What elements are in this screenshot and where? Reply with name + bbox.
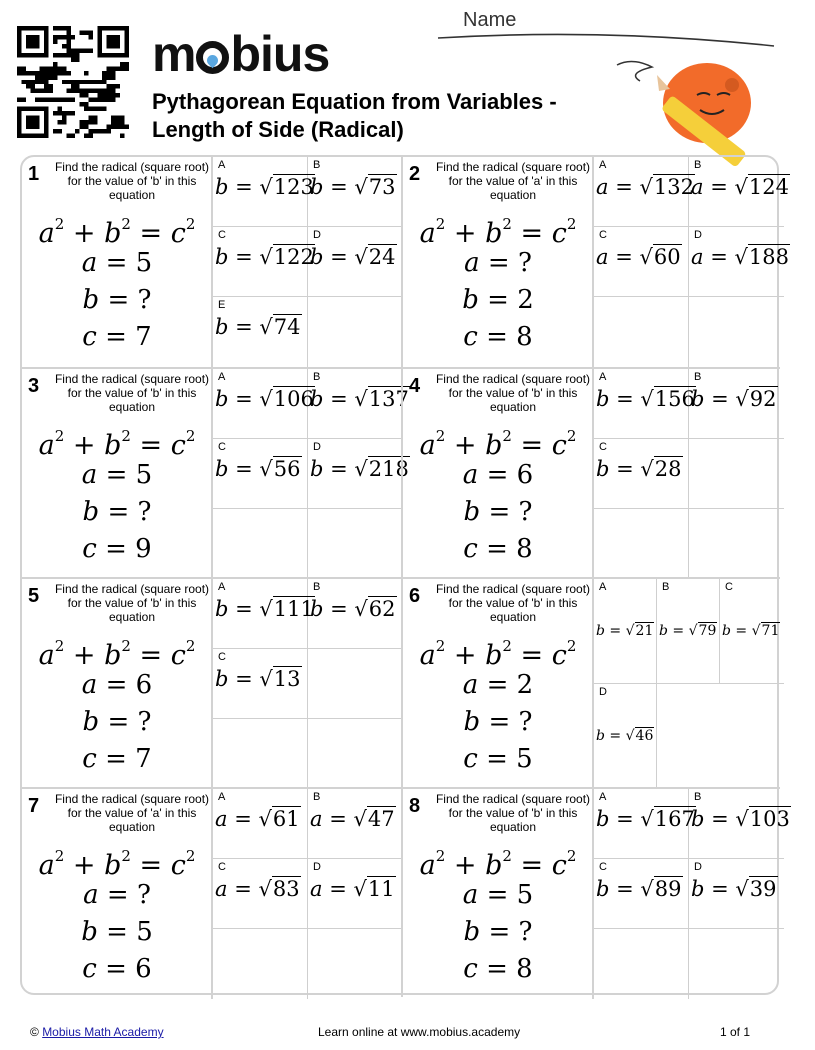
name-label: Name	[463, 9, 517, 31]
value-c-number: 7	[135, 322, 152, 352]
problem-2	[401, 157, 789, 367]
answer-option-c[interactable]	[213, 859, 308, 929]
option-letter: B	[694, 159, 702, 171]
option-variable: b	[310, 245, 324, 269]
option-letter: A	[218, 791, 226, 803]
answer-option-c[interactable]	[213, 649, 308, 719]
square-root-icon: √74	[259, 315, 301, 339]
worksheet-title	[152, 88, 557, 144]
answer-choices	[592, 579, 782, 789]
value-b: b = ?	[463, 707, 533, 737]
answer-choices	[592, 369, 782, 579]
value-b-number: ?	[137, 497, 152, 527]
square-root-icon: √92	[735, 387, 777, 411]
answer-option-c[interactable]	[213, 227, 314, 297]
answer-option-d[interactable]	[594, 684, 657, 789]
radicand: 122	[273, 245, 314, 269]
option-letter: C	[218, 861, 226, 873]
option-radical: a = √47	[310, 807, 395, 831]
worksheet-grid	[20, 155, 790, 995]
option-radical: b = √79	[659, 617, 717, 645]
option-radical: b = √106	[215, 387, 314, 411]
value-b: b = ?	[82, 285, 152, 315]
square-root-icon: √188	[734, 245, 789, 269]
mascot-pencil-icon	[612, 55, 762, 155]
answer-choices	[592, 789, 790, 999]
option-variable: a	[310, 877, 323, 901]
square-root-icon: √156	[640, 387, 695, 411]
radicand: 61	[272, 807, 300, 831]
option-variable: a	[215, 807, 228, 831]
value-c: c = 8	[463, 322, 533, 352]
problem-number: 5	[28, 585, 40, 607]
value-a-number: 2	[516, 670, 534, 700]
value-b: b = ?	[82, 707, 152, 737]
option-letter: C	[218, 441, 226, 453]
option-variable: b	[691, 877, 705, 901]
option-radical: b = √137	[310, 387, 409, 411]
value-a-number: ?	[517, 248, 532, 278]
name-writing-line[interactable]	[436, 28, 776, 58]
square-root-icon: √21	[625, 623, 654, 639]
problem-number: 8	[409, 795, 421, 817]
radicand: 60	[653, 245, 681, 269]
option-letter: D	[694, 229, 702, 241]
answer-option-d[interactable]	[689, 227, 789, 297]
pythagorean-equation: $a^2 + b^2 = c^2$	[38, 427, 196, 461]
option-variable: b	[596, 387, 610, 411]
radicand: 124	[748, 175, 789, 199]
option-radical: b = √28	[596, 457, 682, 481]
square-root-icon: √89	[640, 877, 682, 901]
problem-instruction: Find the radical (square root) for the value of 'b' in this equation	[435, 792, 591, 834]
title-line-1: Pythagorean Equation from Variables -	[152, 89, 557, 114]
option-letter: D	[313, 229, 321, 241]
pythagorean-equation: $a^2 + b^2 = c^2$	[419, 215, 577, 249]
option-radical: b = √21	[596, 617, 654, 645]
value-a: a = 5	[81, 248, 153, 278]
option-radical: a = √61	[215, 807, 300, 831]
value-c: c = 7	[82, 322, 152, 352]
option-letter: B	[694, 371, 702, 383]
radicand: 73	[368, 175, 396, 199]
radicand: 74	[273, 315, 301, 339]
option-radical: b = √156	[596, 387, 695, 411]
option-radical: a = √60	[596, 245, 681, 269]
answer-option-b[interactable]	[689, 157, 789, 227]
radicand: 106	[273, 387, 314, 411]
option-variable: a	[596, 175, 609, 199]
square-root-icon: √106	[259, 387, 314, 411]
option-letter: A	[218, 371, 226, 383]
value-a: a = 5	[462, 880, 534, 910]
option-variable: a	[691, 245, 704, 269]
option-letter: C	[599, 441, 607, 453]
answer-option-c[interactable]	[594, 439, 689, 509]
radicand: 167	[654, 807, 695, 831]
option-radical: b = √103	[691, 807, 790, 831]
value-b-number: ?	[518, 707, 533, 737]
problem-3	[22, 367, 409, 577]
answer-option-d[interactable]	[308, 859, 403, 929]
option-variable: b	[596, 728, 605, 744]
copyright-symbol: ©	[30, 1025, 39, 1039]
option-letter: B	[694, 791, 702, 803]
square-root-icon: √71	[751, 623, 780, 639]
option-letter: C	[599, 229, 607, 241]
answer-option-b[interactable]	[308, 789, 403, 859]
problem-5	[22, 577, 401, 787]
mobius-academy-link[interactable]: Mobius Math Academy	[42, 1025, 164, 1039]
problem-number: 4	[409, 375, 421, 397]
value-a: a = 6	[81, 670, 153, 700]
option-radical: b = √62	[310, 597, 396, 621]
pythagorean-equation: $a^2 + b^2 = c^2$	[38, 215, 196, 249]
option-radical: b = √74	[215, 315, 301, 339]
radicand: 103	[749, 807, 790, 831]
value-b: b = 2	[462, 285, 534, 315]
radicand: 79	[698, 623, 717, 639]
option-radical: b = √167	[596, 807, 695, 831]
square-root-icon: √62	[354, 597, 396, 621]
value-a: a = ?	[464, 248, 532, 278]
option-letter: B	[313, 791, 321, 803]
answer-option-a[interactable]	[213, 369, 314, 439]
option-letter: E	[218, 299, 226, 311]
problem-6	[401, 577, 780, 787]
square-root-icon: √60	[639, 245, 681, 269]
problem-7	[22, 787, 401, 997]
option-letter: A	[599, 581, 607, 593]
value-c-number: 7	[135, 744, 152, 774]
problem-instruction: Find the radical (square root) for the value of 'b' in this equation	[435, 372, 591, 414]
value-a: a = 2	[462, 670, 534, 700]
option-variable: a	[215, 877, 228, 901]
option-letter: D	[313, 441, 321, 453]
option-variable: b	[215, 667, 229, 691]
option-radical: b = √73	[310, 175, 396, 199]
radicand: 156	[654, 387, 695, 411]
answer-option-a[interactable]	[213, 579, 314, 649]
answer-option-e[interactable]	[213, 297, 308, 367]
option-radical: a = √83	[215, 877, 300, 901]
value-c: c = 8	[463, 954, 533, 984]
footer-learn-online: Learn online at www.mobius.academy	[318, 1025, 521, 1039]
value-c: c = 8	[463, 534, 533, 564]
answer-option-d[interactable]	[308, 227, 403, 297]
problem-number: 1	[28, 163, 40, 185]
value-b: b = ?	[463, 917, 533, 947]
square-root-icon: √24	[354, 245, 396, 269]
answer-option-c[interactable]	[213, 439, 308, 509]
value-c-number: 5	[516, 744, 533, 774]
value-c: c = 5	[463, 744, 533, 774]
option-variable: b	[215, 245, 229, 269]
option-radical: a = √132	[596, 175, 694, 199]
value-c: c = 9	[82, 534, 152, 564]
value-c-number: 9	[135, 534, 152, 564]
value-a-number: 6	[516, 460, 534, 490]
value-a: a = 5	[81, 460, 153, 490]
footer-copyright	[30, 1025, 164, 1039]
option-letter: D	[694, 861, 702, 873]
answer-option-a[interactable]	[594, 789, 695, 859]
option-variable: b	[691, 807, 705, 831]
value-b: b = ?	[82, 497, 152, 527]
value-c-number: 6	[135, 954, 152, 984]
option-radical: b = √92	[691, 387, 777, 411]
value-c-number: 8	[516, 534, 533, 564]
answer-option-a[interactable]	[594, 579, 657, 684]
square-root-icon: √13	[259, 667, 301, 691]
radicand: 137	[368, 387, 409, 411]
radicand: 39	[749, 877, 777, 901]
radicand: 21	[635, 623, 654, 639]
answer-option-b[interactable]	[308, 157, 403, 227]
option-letter: A	[599, 791, 607, 803]
pythagorean-equation: $a^2 + b^2 = c^2$	[419, 427, 577, 461]
option-radical: b = √24	[310, 245, 396, 269]
option-variable: b	[310, 457, 324, 481]
radicand: 46	[635, 728, 654, 744]
option-variable: a	[691, 175, 704, 199]
option-letter: C	[725, 581, 733, 593]
option-radical: b = √46	[596, 722, 654, 750]
radicand: 47	[367, 807, 395, 831]
value-c-number: 8	[516, 322, 533, 352]
value-b-number: ?	[137, 285, 152, 315]
option-letter: A	[599, 159, 607, 171]
option-variable: b	[310, 175, 324, 199]
problem-1	[22, 157, 401, 367]
answer-choices	[211, 369, 409, 579]
answer-option-b[interactable]	[689, 369, 784, 439]
radicand: 92	[749, 387, 777, 411]
radicand: 56	[273, 457, 301, 481]
value-a-number: 5	[135, 248, 153, 278]
option-radical: b = √13	[215, 667, 301, 691]
radicand: 13	[273, 667, 301, 691]
answer-option-c[interactable]	[720, 579, 784, 684]
problem-instruction: Find the radical (square root) for the value of 'b' in this equation	[54, 582, 210, 624]
square-root-icon: √124	[734, 175, 789, 199]
option-variable: b	[215, 387, 229, 411]
answer-option-b[interactable]	[308, 369, 409, 439]
square-root-icon: √61	[258, 807, 300, 831]
option-variable: b	[215, 597, 229, 621]
value-b: b = ?	[463, 497, 533, 527]
option-letter: B	[662, 581, 670, 593]
option-radical: b = √122	[215, 245, 314, 269]
pythagorean-equation: $a^2 + b^2 = c^2$	[419, 637, 577, 671]
value-a-number: 6	[135, 670, 153, 700]
radicand: 24	[368, 245, 396, 269]
square-root-icon: √218	[354, 457, 409, 481]
value-b-number: 5	[136, 917, 153, 947]
square-root-icon: √137	[354, 387, 409, 411]
mobius-logo: m bius	[152, 26, 330, 82]
option-variable: b	[691, 387, 705, 411]
square-root-icon: √132	[639, 175, 694, 199]
option-radical: b = √111	[215, 597, 314, 621]
value-c-number: 8	[516, 954, 533, 984]
option-letter: B	[313, 371, 321, 383]
answer-option-a[interactable]	[594, 157, 694, 227]
logo-droplet-icon	[196, 41, 229, 74]
problem-instruction: Find the radical (square root) for the value of 'a' in this equation	[435, 160, 591, 202]
problem-number: 6	[409, 585, 421, 607]
answer-option-c[interactable]	[594, 227, 689, 297]
option-radical: b = √123	[215, 175, 314, 199]
problem-instruction: Find the radical (square root) for the value of 'a' in this equation	[54, 792, 210, 834]
radicand: 28	[654, 457, 682, 481]
value-a: a = ?	[83, 880, 151, 910]
qr-code-icon	[17, 26, 129, 138]
square-root-icon: √123	[259, 175, 314, 199]
radicand: 218	[368, 457, 409, 481]
option-letter: C	[599, 861, 607, 873]
problem-number: 2	[409, 163, 421, 185]
square-root-icon: √46	[625, 728, 654, 744]
option-radical: b = √39	[691, 877, 777, 901]
option-radical: b = √56	[215, 457, 301, 481]
radicand: 89	[654, 877, 682, 901]
value-b-number: ?	[137, 707, 152, 737]
square-root-icon: √73	[354, 175, 396, 199]
option-letter: D	[599, 686, 607, 698]
value-c: c = 7	[82, 744, 152, 774]
option-radical: b = √89	[596, 877, 682, 901]
option-variable: b	[596, 623, 605, 639]
option-radical: a = √11	[310, 877, 395, 901]
radicand: 111	[273, 597, 314, 621]
square-root-icon: √122	[259, 245, 314, 269]
square-root-icon: √79	[688, 623, 717, 639]
problem-instruction: Find the radical (square root) for the value of 'b' in this equation	[54, 160, 210, 202]
problem-number: 3	[28, 375, 40, 397]
problem-number: 7	[28, 795, 40, 817]
option-letter: D	[313, 861, 321, 873]
option-variable: b	[215, 457, 229, 481]
answer-choices	[211, 579, 401, 789]
value-a: a = 6	[462, 460, 534, 490]
option-letter: A	[218, 581, 226, 593]
option-variable: b	[596, 877, 610, 901]
value-c: c = 6	[82, 954, 152, 984]
radicand: 11	[367, 877, 395, 901]
radicand: 188	[748, 245, 789, 269]
option-letter: C	[218, 651, 226, 663]
value-b: b = 5	[81, 917, 153, 947]
value-a-number: ?	[136, 880, 151, 910]
radicand: 71	[761, 623, 780, 639]
option-variable: a	[596, 245, 609, 269]
problem-instruction: Find the radical (square root) for the value of 'b' in this equation	[435, 582, 591, 624]
value-b-number: ?	[518, 917, 533, 947]
radicand: 83	[272, 877, 300, 901]
answer-option-b[interactable]	[657, 579, 720, 684]
radicand: 123	[273, 175, 314, 199]
option-radical: b = √218	[310, 457, 409, 481]
option-radical: a = √188	[691, 245, 789, 269]
pythagorean-equation: $a^2 + b^2 = c^2$	[38, 637, 196, 671]
square-root-icon: √28	[640, 457, 682, 481]
answer-option-b[interactable]	[308, 579, 403, 649]
answer-choices	[211, 157, 401, 367]
answer-choices	[211, 789, 401, 999]
answer-choices	[592, 157, 789, 367]
option-variable: b	[215, 175, 229, 199]
option-variable: a	[310, 807, 323, 831]
square-root-icon: √103	[735, 807, 790, 831]
square-root-icon: √56	[259, 457, 301, 481]
answer-option-a[interactable]	[213, 789, 308, 859]
option-variable: b	[215, 315, 229, 339]
option-variable: b	[596, 807, 610, 831]
square-root-icon: √47	[353, 807, 395, 831]
answer-option-a[interactable]	[213, 157, 314, 227]
square-root-icon: √167	[640, 807, 695, 831]
answer-option-a[interactable]	[594, 369, 695, 439]
option-letter: A	[218, 159, 226, 171]
title-line-2: Length of Side (Radical)	[152, 117, 404, 142]
option-letter: B	[313, 159, 321, 171]
square-root-icon: √111	[259, 597, 314, 621]
value-b-number: 2	[517, 285, 534, 315]
answer-option-b[interactable]	[689, 789, 790, 859]
option-letter: A	[599, 371, 607, 383]
option-variable: b	[310, 387, 324, 411]
answer-option-d[interactable]	[308, 439, 409, 509]
square-root-icon: √11	[353, 877, 395, 901]
pythagorean-equation: $a^2 + b^2 = c^2$	[419, 847, 577, 881]
footer-page-number: 1 of 1	[720, 1025, 751, 1039]
square-root-icon: √39	[735, 877, 777, 901]
option-radical: b = √71	[722, 617, 780, 645]
pythagorean-equation: $a^2 + b^2 = c^2$	[38, 847, 196, 881]
square-root-icon: √83	[258, 877, 300, 901]
value-a-number: 5	[516, 880, 534, 910]
radicand: 132	[653, 175, 694, 199]
answer-option-c[interactable]	[594, 859, 689, 929]
problem-instruction: Find the radical (square root) for the value of 'b' in this equation	[54, 372, 210, 414]
problem-4	[401, 367, 780, 577]
value-a-number: 5	[135, 460, 153, 490]
option-variable: b	[596, 457, 610, 481]
option-variable: b	[659, 623, 668, 639]
answer-option-d[interactable]	[689, 859, 784, 929]
option-radical: a = √124	[691, 175, 789, 199]
option-variable: b	[722, 623, 731, 639]
radicand: 62	[368, 597, 396, 621]
value-b-number: ?	[518, 497, 533, 527]
option-letter: B	[313, 581, 321, 593]
option-variable: b	[310, 597, 324, 621]
option-letter: C	[218, 229, 226, 241]
problem-8	[401, 787, 790, 997]
